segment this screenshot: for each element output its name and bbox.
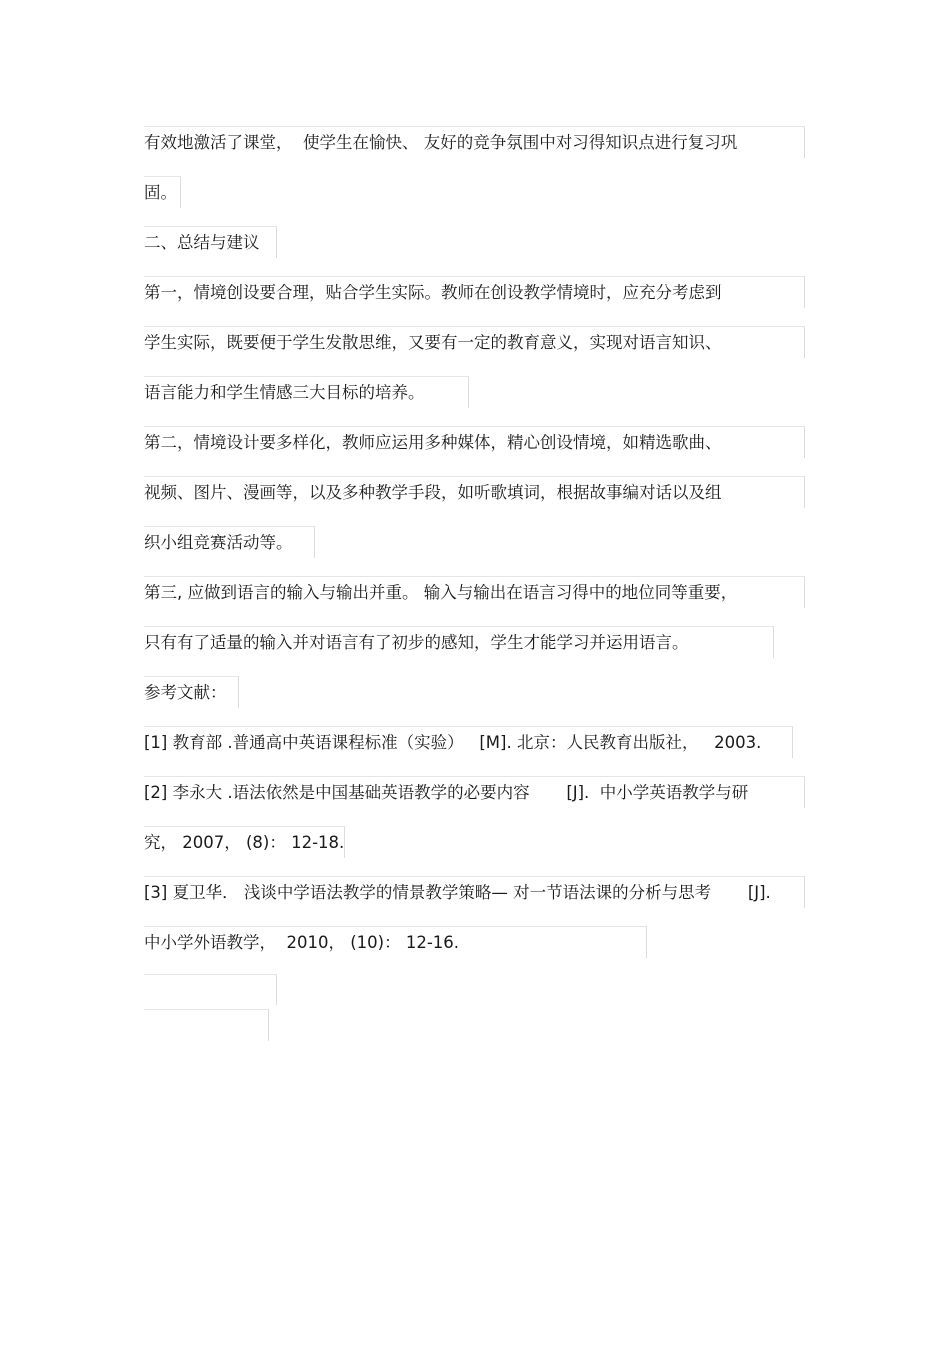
body-text-line-1: 有效地激活了课堂， 使学生在愉快、 友好的竞争氛围中对习得知识点进行复习巩 <box>144 126 805 158</box>
section-heading: 二、总结与建议 <box>144 226 277 258</box>
body-text-line-6: 第二，情境设计要多样化，教师应运用多种媒体，精心创设情境，如精选歌曲、 <box>144 426 805 458</box>
reference-3-line-1: [3] 夏卫华． 浅谈中学语法教学的情景教学策略— 对一节语法课的分析与思考 [J]. <box>144 876 805 908</box>
body-text-line-3: 第一，情境创设要合理，贴合学生实际。教师在创设教学情境时，应充分考虑到 <box>144 276 805 308</box>
reference-2-line-2: 究， 2007， (8)： 12-18. <box>144 826 345 858</box>
reference-2-line-1: [2] 李永大 .语法依然是中国基础英语教学的必要内容 [J]. 中小学英语教学与研 <box>144 776 805 808</box>
body-text-line-7: 视频、图片、漫画等，以及多种教学手段，如听歌填词，根据故事编对话以及组 <box>144 476 805 508</box>
empty-line-box <box>144 974 277 1005</box>
reference-3-line-2: 中小学外语教学， 2010， (10)： 12-16. <box>144 926 647 958</box>
body-text-line-2: 固。 <box>144 176 181 208</box>
body-text-line-10: 只有有了适量的输入并对语言有了初步的感知，学生才能学习并运用语言。 <box>144 626 774 658</box>
body-text-line-8: 织小组竞赛活动等。 <box>144 526 315 558</box>
references-heading: 参考文献： <box>144 676 239 708</box>
body-text-line-5: 语言能力和学生情感三大目标的培养。 <box>144 376 469 408</box>
body-text-line-4: 学生实际，既要便于学生发散思维，又要有一定的教育意义，实现对语言知识、 <box>144 326 805 358</box>
empty-line-box <box>144 1009 269 1041</box>
reference-1: [1] 教育部 .普通高中英语课程标准（实验） [M]. 北京：人民教育出版社， 2003. <box>144 726 793 758</box>
body-text-line-9: 第三, 应做到语言的输入与输出并重。 输入与输出在语言习得中的地位同等重要， <box>144 576 805 608</box>
